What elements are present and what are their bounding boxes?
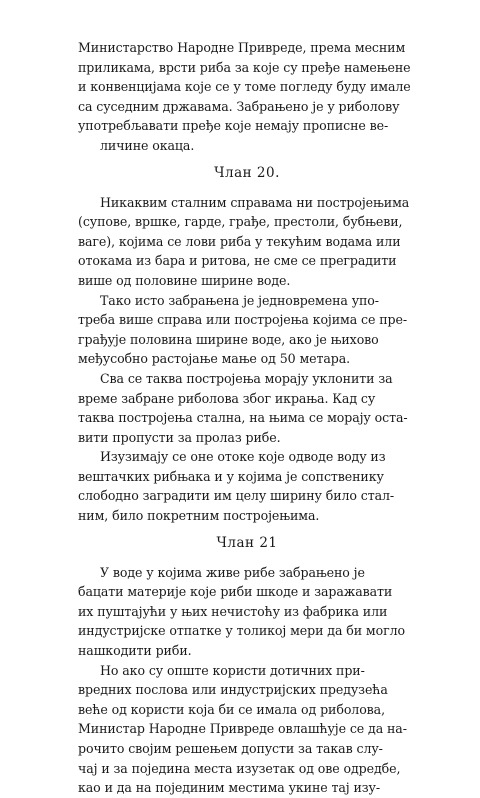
text-line: приликама, врсти риба за које су пређе намењене [78, 59, 411, 75]
text-line: их пуштајући у њих нечистоћу из фабрика или [78, 603, 388, 619]
text-line: индустријске отпатке у толикој мери да би могло [78, 623, 405, 639]
text-line: Министарство Народне Привреде, према месним [78, 40, 406, 55]
text-line: и конвенцијама које се у томе погледу буду имале [78, 79, 411, 95]
article-21-paragraph-2 [78, 661, 416, 798]
text-line: Сва се таква постројења морају уклонити за [100, 370, 393, 386]
text-line: личине окаца. [100, 137, 195, 153]
text-line: чај и за поједина места изузетак од ове одредбе, [78, 760, 401, 776]
text-line: Изузимају се оне отоке које одводе воду из [100, 449, 386, 465]
text-line: (супове, вршке, гарде, грађе, престоли, бубњеви, [78, 214, 403, 230]
text-line: рочито својим решењем допусти за такав слу- [78, 741, 383, 756]
article-20-paragraph-2 [78, 291, 416, 369]
text-line: време забране риболова због икрања. Кад су [78, 390, 376, 406]
text-line: грађује половина ширине воде, ако је њихово [78, 331, 379, 347]
text-line: међусобно растојање мање од 50 метара. [78, 351, 351, 367]
text-line: са суседним државама. Забрањено је у риболову [78, 98, 400, 114]
text-line: нашкодити риби. [78, 643, 192, 659]
document-page [78, 38, 416, 798]
text-line: употребљавати пређе које немају прописне ве- [78, 118, 389, 134]
text-line: треба више справа или постројења којима се пре- [78, 312, 408, 328]
text-line: вештачких рибњака и у којима је сопственику [78, 468, 384, 484]
text-line: вити пропусти за пролаз рибе. [78, 429, 281, 445]
text-line: отокама из бара и ритова, не сме се преградити [78, 253, 397, 269]
article-21-heading: Члан 21 [216, 534, 278, 551]
text-line: таква постројења стална, на њима се морају оста- [78, 410, 408, 426]
text-line: вредних послова или индустријских предузећа [78, 682, 388, 698]
text-line: ним, било покретним постројењима. [78, 508, 320, 524]
text-line: Министар Народне Привреде овлашћује се да на- [78, 721, 407, 737]
article-20-heading: Члан 20. [214, 164, 280, 181]
article-20-paragraph-4 [78, 447, 416, 525]
text-line: слободно заградити им целу ширину било стал- [78, 488, 395, 504]
article-20-paragraph-3 [78, 369, 416, 447]
text-line: веће од користи која би се имала од риболова, [78, 701, 385, 717]
text-line: Тако исто забрањена је једновремена упо- [100, 292, 379, 308]
text-line: ваге), којима се лови риба у текућим водама или [78, 233, 401, 249]
article-20-paragraph-1 [78, 193, 416, 291]
text-line: као и да на појединим местима укине тај изу- [78, 780, 381, 796]
text-line: бацати материје које риби шкоде и заражавати [78, 584, 393, 600]
text-line: Но ако су опште користи дотичних при- [100, 662, 365, 678]
intro-paragraph [78, 38, 416, 156]
article-21-paragraph-1 [78, 563, 416, 661]
text-line: Никаквим сталним справама ни постројењима [100, 194, 410, 210]
text-line: више од половине ширине воде. [78, 272, 291, 288]
text-line: У воде у којима живе рибе забрањено је [100, 564, 365, 580]
